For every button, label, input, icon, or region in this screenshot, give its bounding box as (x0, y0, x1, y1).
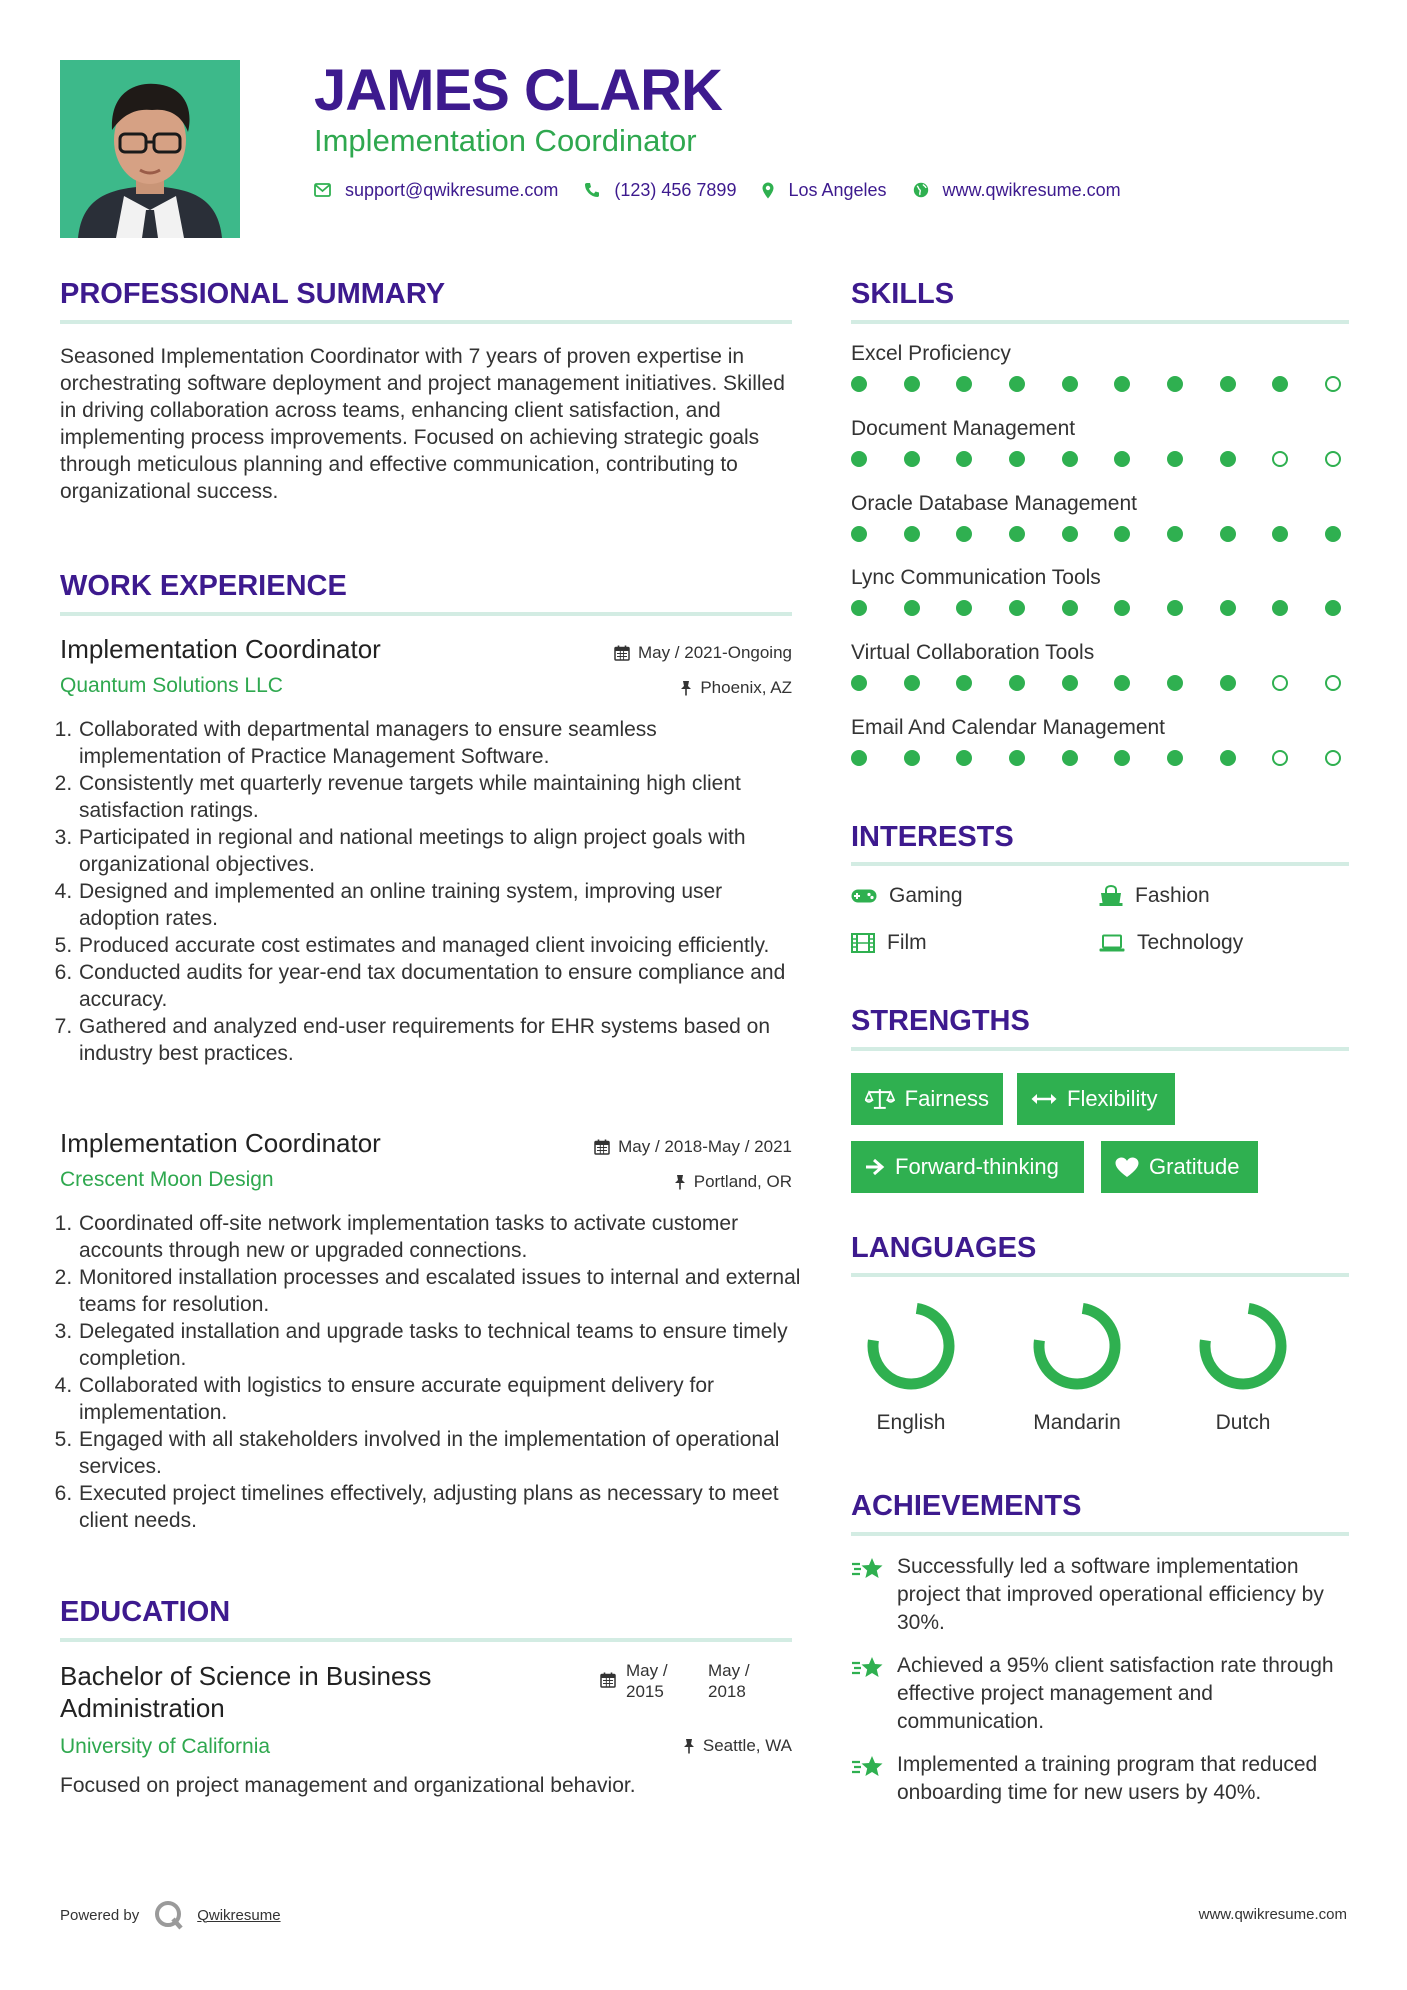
contact-bar (314, 176, 1147, 204)
summary-heading: PROFESSIONAL SUMMARY (60, 278, 446, 310)
skill-name: Lync Communication Tools (851, 566, 1101, 589)
rating-dot-empty (1325, 675, 1341, 691)
education-end-month: May / (708, 1661, 750, 1680)
education-heading: EDUCATION (60, 1596, 231, 1628)
rating-dot-filled (904, 526, 920, 542)
achievements-heading: ACHIEVEMENTS (851, 1490, 1082, 1522)
job-dates (480, 1137, 792, 1157)
shopping-bag-icon (1099, 885, 1123, 907)
contact-phone[interactable] (584, 180, 736, 201)
interest-item-film (851, 928, 927, 958)
pushpin-icon (674, 1174, 686, 1190)
avatar (60, 60, 240, 238)
language-gauge (1017, 1298, 1137, 1394)
rating-dot-filled (851, 600, 867, 616)
rating-dot-empty (1272, 750, 1288, 766)
education-start-month: May / (626, 1661, 668, 1680)
list-item: 6. Conducted audits for year-end tax documentation to ensure compliance and accuracy. (78, 959, 792, 1013)
qwikresume-logo-icon (153, 1900, 185, 1930)
rating-dot-filled (956, 675, 972, 691)
list-item: 4. Collaborated with logistics to ensure accurate equipment delivery for implementation. (78, 1372, 812, 1426)
powered-by-text: Powered by (60, 1906, 140, 1924)
rating-dot-filled (956, 451, 972, 467)
rating-dot-filled (1009, 675, 1025, 691)
rating-dot-filled (1009, 451, 1025, 467)
school-name: University of California (60, 1735, 271, 1758)
arrows-horizontal-icon (1031, 1092, 1057, 1106)
rating-dot-filled (851, 451, 867, 467)
language-item (851, 1298, 971, 1435)
list-item: 1. Coordinated off-site network implementation tasks to activate customer accounts through new or upgraded connections. (78, 1210, 812, 1264)
achievements-divider (851, 1532, 1349, 1536)
phone-text: (123) 456 7899 (614, 179, 737, 200)
rating-dot-filled (1167, 750, 1183, 766)
rating-dot-filled (1220, 600, 1236, 616)
language-level-arc (873, 1308, 949, 1384)
list-item: 2. Monitored installation processes and escalated issues to internal and external teams for resolution. (78, 1264, 812, 1318)
job-dates-text: May / 2021-Ongoing (637, 643, 792, 662)
degree-title: Bachelor of Science in Business Administration (60, 1661, 432, 1723)
email-text: support@qwikresume.com (345, 179, 559, 200)
job-company: Crescent Moon Design (60, 1168, 274, 1191)
strength-tag-flexibility (1017, 1073, 1175, 1125)
rating-dot-filled (1114, 526, 1130, 542)
interest-label: Gaming (889, 884, 963, 907)
rating-dot-empty (1325, 750, 1341, 766)
skill-rating (851, 675, 1341, 695)
list-item: 3. Participated in regional and national meetings to align project goals with organizational objectives. (78, 824, 792, 878)
education-start (626, 1660, 708, 1702)
language-item (1183, 1298, 1303, 1435)
rating-dot-filled (1167, 451, 1183, 467)
education-location-text: Seattle, WA (702, 1736, 792, 1755)
rating-dot-filled (1114, 376, 1130, 392)
rating-dot-filled (1062, 675, 1078, 691)
rating-dot-filled (1167, 376, 1183, 392)
strength-label: Fairness (904, 1086, 989, 1111)
rating-dot-empty (1325, 376, 1341, 392)
rating-dot-empty (1272, 675, 1288, 691)
rating-dot-filled (851, 750, 867, 766)
job-title: Implementation Coordinator (60, 1128, 381, 1158)
strength-tag-fairness (851, 1073, 1003, 1125)
candidate-name: JAMES CLARK (314, 58, 722, 123)
rating-dot-filled (904, 451, 920, 467)
education-location (500, 1736, 792, 1756)
rating-dot-filled (904, 376, 920, 392)
rating-dot-filled (1062, 376, 1078, 392)
film-icon (851, 933, 875, 953)
map-marker-icon (762, 182, 774, 199)
job-location-text: Portland, OR (693, 1172, 792, 1191)
achievement-text: Implemented a training program that reduced onboarding time for new users by 40%. (897, 1753, 1318, 1804)
rating-dot-filled (1220, 675, 1236, 691)
arrow-right-icon (865, 1158, 885, 1176)
interest-item-gaming (851, 881, 963, 911)
rating-dot-empty (1272, 451, 1288, 467)
rating-dot-filled (1114, 451, 1130, 467)
skill-name: Document Management (851, 417, 1076, 440)
rating-dot-filled (1325, 526, 1341, 542)
list-item: 6. Executed project timelines effectively, adjusting plans as necessary to meet client needs. (78, 1480, 812, 1534)
job-title: Implementation Coordinator (60, 634, 381, 664)
interest-label: Technology (1137, 931, 1244, 954)
rating-dot-empty (1325, 451, 1341, 467)
language-name: English (876, 1411, 946, 1434)
rating-dot-filled (1220, 376, 1236, 392)
location-text: Los Angeles (788, 179, 887, 200)
shooting-star-icon (851, 1654, 885, 1682)
pushpin-icon (683, 1738, 695, 1754)
rating-dot-filled (1114, 600, 1130, 616)
job-dates (500, 643, 792, 663)
skill-item (851, 340, 1349, 415)
language-level-arc (1205, 1308, 1281, 1384)
strength-label: Forward-thinking (895, 1154, 1059, 1179)
rating-dot-filled (1220, 451, 1236, 467)
education-end (708, 1660, 750, 1702)
skill-rating (851, 750, 1341, 770)
contact-website[interactable] (913, 180, 1121, 201)
education-dates (600, 1660, 750, 1702)
rating-dot-filled (1272, 376, 1288, 392)
rating-dot-filled (851, 376, 867, 392)
heart-icon (1115, 1157, 1139, 1178)
rating-dot-filled (1062, 526, 1078, 542)
website-text: www.qwikresume.com (942, 179, 1121, 200)
rating-dot-filled (1220, 750, 1236, 766)
skills-list (851, 340, 1349, 789)
rating-dot-filled (851, 675, 867, 691)
profile-photo (60, 60, 240, 238)
interest-item-technology (1099, 928, 1243, 958)
achievement-item (851, 1652, 1349, 1736)
job-location (500, 678, 792, 698)
experience-heading: WORK EXPERIENCE (60, 570, 347, 602)
rating-dot-filled (1009, 376, 1025, 392)
rating-dot-filled (1009, 750, 1025, 766)
education-description: Focused on project management and organizational behavior. (60, 1774, 636, 1797)
rating-dot-filled (1114, 750, 1130, 766)
experience-divider (60, 612, 792, 616)
list-item: 3. Delegated installation and upgrade tasks to technical teams to ensure timely completion. (78, 1318, 812, 1372)
contact-email[interactable] (314, 180, 558, 201)
calendar-icon (594, 1139, 610, 1155)
skill-name: Email And Calendar Management (851, 716, 1166, 739)
achievement-text: Successfully led a software implementation project that improved operational efficiency by 30%. (897, 1555, 1324, 1634)
rating-dot-filled (1325, 600, 1341, 616)
skill-item (851, 490, 1349, 564)
interests-heading: INTERESTS (851, 821, 1014, 853)
language-level-arc (1039, 1308, 1115, 1384)
rating-dot-filled (1167, 675, 1183, 691)
rating-dot-filled (956, 750, 972, 766)
qwikresume-link[interactable]: Qwikresume (197, 1906, 281, 1924)
shooting-star-icon (851, 1753, 885, 1781)
languages-heading: LANGUAGES (851, 1232, 1037, 1264)
achievement-text: Achieved a 95% client satisfaction rate through effective project management and communication. (897, 1654, 1334, 1733)
skill-item (851, 714, 1349, 789)
contact-location (762, 180, 886, 201)
skill-name: Virtual Collaboration Tools (851, 641, 1095, 664)
interest-label: Film (887, 931, 927, 954)
job-dates-text: May / 2018-May / 2021 (618, 1137, 792, 1156)
strength-label: Gratitude (1149, 1154, 1240, 1179)
rating-dot-filled (1062, 451, 1078, 467)
language-gauge (1183, 1298, 1303, 1394)
pushpin-icon (680, 680, 692, 696)
rating-dot-filled (1062, 750, 1078, 766)
envelope-icon (314, 183, 331, 197)
list-item: 5. Produced accurate cost estimates and managed client invoicing efficiently. (78, 932, 792, 959)
summary-divider (60, 320, 792, 324)
footer-powered-by (60, 1900, 281, 1930)
candidate-role: Implementation Coordinator (314, 123, 697, 158)
rating-dot-filled (956, 376, 972, 392)
list-item: 1. Collaborated with departmental managers to ensure seamless implementation of Practice Management Software. (78, 716, 792, 770)
job-company: Quantum Solutions LLC (60, 674, 283, 697)
footer-website[interactable]: www.qwikresume.com (1198, 1906, 1347, 1923)
skill-name: Excel Proficiency (851, 342, 1011, 365)
globe-icon (913, 182, 929, 198)
rating-dot-filled (956, 526, 972, 542)
skill-rating (851, 451, 1341, 471)
skill-item (851, 415, 1349, 490)
rating-dot-filled (1009, 526, 1025, 542)
job-location-text: Phoenix, AZ (700, 678, 792, 697)
rating-dot-filled (904, 675, 920, 691)
laptop-icon (1099, 934, 1125, 952)
list-item: 7. Gathered and analyzed end-user requirements for EHR systems based on industry best practices. (78, 1013, 792, 1067)
rating-dot-filled (904, 600, 920, 616)
strength-label: Flexibility (1067, 1086, 1158, 1111)
interests-divider (851, 862, 1349, 866)
shooting-star-icon (851, 1555, 885, 1583)
strength-tag-gratitude (1101, 1141, 1258, 1193)
skill-item (851, 564, 1349, 639)
rating-dot-filled (904, 750, 920, 766)
interest-item-fashion (1099, 881, 1210, 911)
rating-dot-filled (1167, 526, 1183, 542)
language-name: Mandarin (1033, 1411, 1121, 1434)
balance-scale-icon (865, 1087, 895, 1111)
skills-heading: SKILLS (851, 278, 955, 310)
languages-divider (851, 1273, 1349, 1277)
interest-label: Fashion (1135, 884, 1210, 907)
job-duties-list (60, 716, 792, 1067)
language-name: Dutch (1215, 1411, 1271, 1434)
rating-dot-filled (1272, 526, 1288, 542)
language-item (1017, 1298, 1137, 1435)
rating-dot-filled (1114, 675, 1130, 691)
strengths-divider (851, 1047, 1349, 1051)
skills-divider (851, 320, 1349, 324)
rating-dot-filled (1220, 526, 1236, 542)
education-end-year: 2018 (708, 1682, 746, 1701)
achievement-item (851, 1553, 1349, 1637)
rating-dot-filled (1167, 600, 1183, 616)
rating-dot-filled (1062, 600, 1078, 616)
skill-rating (851, 526, 1341, 546)
language-gauge (851, 1298, 971, 1394)
rating-dot-filled (956, 600, 972, 616)
education-start-year: 2015 (626, 1682, 664, 1701)
calendar-icon (600, 1672, 616, 1688)
list-item: 4. Designed and implemented an online training system, improving user adoption rates. (78, 878, 792, 932)
calendar-icon (614, 645, 630, 661)
education-divider (60, 1638, 792, 1642)
strengths-heading: STRENGTHS (851, 1005, 1030, 1037)
summary-text: Seasoned Implementation Coordinator with 7 years of proven expertise in orchestrating software deployment and project management initiatives. Skilled in driving collaboration across teams, enhancing client satisfaction, and implementing process improvements. Focused on achieving strategic goals through meticulous planning and effective communication, contributing to organizational success. (60, 345, 785, 503)
skill-rating (851, 600, 1341, 620)
job-location (500, 1172, 792, 1192)
list-item: 2. Consistently met quarterly revenue targets while maintaining high client satisfaction ratings. (78, 770, 792, 824)
rating-dot-filled (1009, 600, 1025, 616)
skill-item (851, 639, 1349, 714)
gamepad-icon (851, 888, 877, 904)
skill-name: Oracle Database Management (851, 492, 1137, 515)
rating-dot-filled (1272, 600, 1288, 616)
strength-tag-forward-thinking (851, 1141, 1084, 1193)
list-item: 5. Engaged with all stakeholders involved in the implementation of operational services. (78, 1426, 812, 1480)
rating-dot-filled (851, 526, 867, 542)
phone-icon (584, 182, 600, 198)
skill-rating (851, 376, 1341, 396)
achievement-item (851, 1751, 1349, 1807)
job-duties-list (60, 1210, 812, 1534)
